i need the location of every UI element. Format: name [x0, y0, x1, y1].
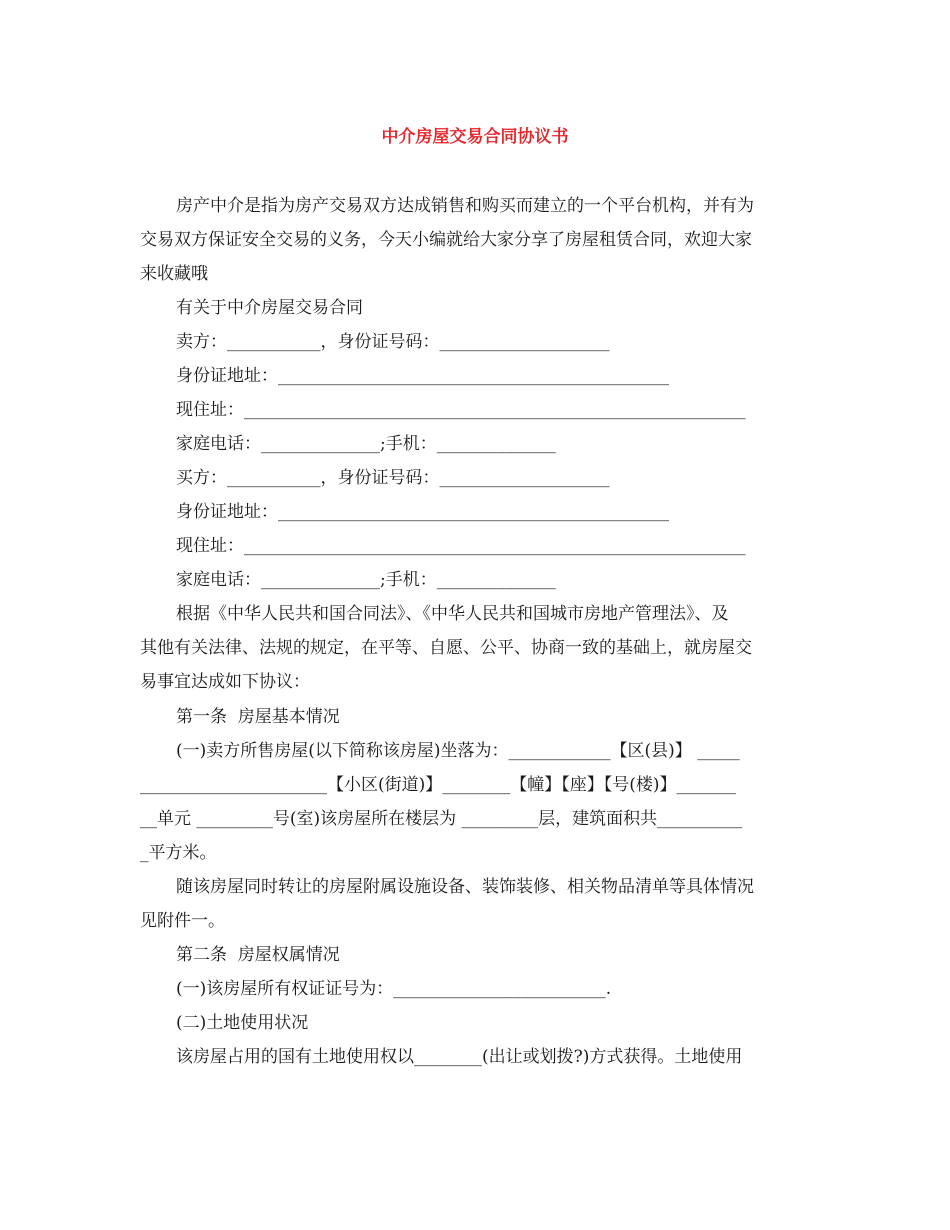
seller-id-address-line: 身份证地址：______________________________________________ [176, 366, 669, 386]
seller-current-address-line: 现住址：___________________________________________________________ [176, 400, 746, 420]
attachment-line-2: 见附件一。 [140, 911, 225, 931]
buyer-phone-line: 家庭电话：______________;手机：______________ [176, 570, 556, 590]
intro-line-1: 房产中介是指为房产交易双方达成销售和购买而建立的一个平台机构，并有为 [176, 196, 754, 216]
buyer-id-address-line: 身份证地址：______________________________________________ [176, 502, 669, 522]
article-2-line-3: 该房屋占用的国有土地使用权以________(出让或划拨?)方式获得。土地使用 [176, 1047, 743, 1067]
document-title: 中介房屋交易合同协议书 [381, 127, 569, 147]
article-1-line-1: (一)卖方所售房屋(以下简称该房屋)坐落为：____________【区(县)】 _____ [176, 741, 740, 761]
legal-basis-line-2: 其他有关法律、法规的规定，在平等、自愿、公平、协商一致的基础上，就房屋交 [140, 638, 752, 658]
article-2-line-1: (一)该房屋所有权证证号为：_________________________. [176, 979, 612, 999]
legal-basis-line-1: 根据《中华人民共和国合同法》、《中华人民共和国城市房地产管理法》、及 [176, 604, 729, 624]
buyer-line: 买方：___________，身份证号码：____________________ [176, 468, 610, 488]
attachment-line-1: 随该房屋同时转让的房屋附属设施设备、装饰装修、相关物品清单等具体情况 [176, 877, 754, 897]
intro-line-3: 来收藏哦 [140, 264, 208, 284]
seller-phone-line: 家庭电话：______________;手机：______________ [176, 434, 556, 454]
article-1-line-2: ______________________【小区(街道)】________【幢】【座】【号(楼)】_______ [140, 775, 737, 795]
article-1-line-3: __单元 _________号(室)该房屋所在楼层为 _________层，建筑面积共__________ [140, 809, 743, 829]
article-1-line-4: _平方米。 [140, 843, 217, 863]
intro-line-2: 交易双方保证安全交易的义务，今天小编就给大家分享了房屋租赁合同，欢迎大家 [140, 230, 752, 250]
buyer-current-address-line: 现住址：___________________________________________________________ [176, 536, 746, 556]
article-1-heading: 第一条 房屋基本情况 [176, 707, 340, 727]
seller-line: 卖方：___________，身份证号码：____________________ [176, 332, 610, 352]
article-2-heading: 第二条 房屋权属情况 [176, 945, 340, 965]
section-heading: 有关于中介房屋交易合同 [176, 298, 363, 318]
legal-basis-line-3: 易事宜达成如下协议： [140, 672, 310, 692]
article-2-line-2: (二)土地使用状况 [176, 1013, 309, 1033]
